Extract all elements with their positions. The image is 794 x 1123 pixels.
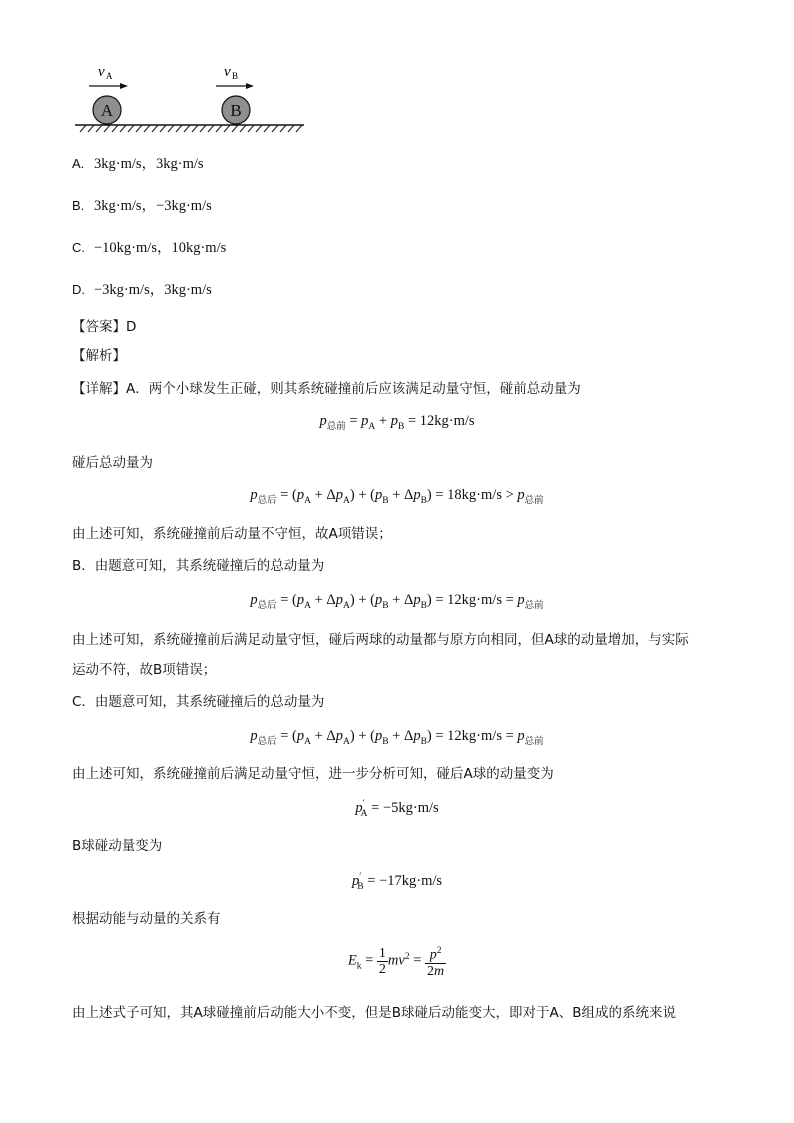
equation-b-momentum-after: $p'_B = -17kg\cdot m/s$ [351,872,443,892]
equation-kinetic-energy: $E_k$ = $\frac{1}{2}$ $mv^2$ = $\frac{p^2}{2m}$ [347,945,445,979]
equation-b-total-after: $p_{总后} = (p_A + \Delta p_A) + (p_B + \Delta p_B) = 12kg\cdot m/s = p_{总前}$ [250,592,544,611]
equation-a-total-after: $p_{总后} = (p_A + \Delta p_A) + (p_B + \Delta p_B) = 18kg\cdot m/s > p_{总前}$ [250,487,544,506]
option-c-label: C. [72,240,85,255]
detail-paragraph-a [72,379,581,399]
option-a [72,154,204,174]
equation-total-before: $p_{总前} = p_A + p_B = 12kg\cdot m/s$ [319,413,475,432]
para-b: B．由题意可知，其系统碰撞后的总动量为 [72,558,325,574]
para-a-conclusion: 由上述可知，系统碰撞前后动量不守恒，故A项错误； [72,526,392,542]
velocity-b-symbol: v [224,64,231,80]
equation-c-total-after: $p_{总后} = (p_A + \Delta p_A) + (p_B + \Delta p_B) = 12kg\cdot m/s = p_{总前}$ [250,728,544,747]
option-d [72,280,212,300]
equation-a-momentum-after: $p'_A = -5kg\cdot m/s$ [355,799,439,819]
option-b-label: B. [72,198,85,213]
fraction-one-half: $\frac{1}{2}$ [378,945,386,977]
detail-tag: 【详解】 [72,381,126,397]
option-b [72,196,212,216]
para-c: C．由题意可知，其系统碰撞后的总动量为 [72,694,325,710]
option-c [72,238,226,258]
para-b-conclusion-1: 由上述可知，系统碰撞前后满足动量守恒，碰后两球的动量都与原方向相同，但A球的动量增加，与实际 [72,632,689,648]
velocity-b-arrowhead [246,83,254,89]
para-c-conclusion: 由上述可知，系统碰撞前后满足动量守恒，进一步分析可知，碰后A球的动量变为 [72,766,554,782]
velocity-b-subscript: B [232,71,239,81]
para-b-momentum: B球碰动量变为 [72,838,163,854]
para-final: 由上述式子可知，其A球碰撞前后动能大小不变，但是B球碰后动能变大，即对于A、B组成的系统来说 [72,1005,676,1021]
velocity-a-symbol: v [98,64,105,80]
ground-hatching [80,125,302,132]
option-d-label: D. [72,282,85,297]
para-a-text: A．两个小球发生正碰，则其系统碰撞前后应该满足动量守恒，碰前总动量为 [126,381,581,397]
velocity-a-arrowhead [120,83,128,89]
ball-b-label: B [230,101,242,120]
option-c-value: −10kg·m/s，10kg·m/s [94,240,227,256]
collision-diagram [70,58,310,142]
para-relation: 根据动能与动量的关系有 [72,911,221,927]
ball-a-label: A [100,101,114,120]
para-b-conclusion-2: 运动不符，故B项错误； [72,662,217,678]
answer-tag: 【答案】 [72,319,126,335]
option-a-value: 3kg·m/s，3kg·m/s [94,156,204,172]
para-after-total: 碰后总动量为 [72,455,153,471]
answer-value: D [126,319,137,335]
answer-line [72,317,136,337]
collision-diagram-svg [70,58,310,138]
fraction-p-squared-over-2m: $\frac{p^2}{2m}$ [427,946,445,979]
velocity-a-subscript: A [106,71,113,81]
option-d-value: −3kg·m/s，3kg·m/s [94,282,212,298]
option-b-value: 3kg·m/s，−3kg·m/s [94,198,212,214]
option-a-label: A. [72,156,85,171]
analysis-tag: 【解析】 [72,348,126,364]
